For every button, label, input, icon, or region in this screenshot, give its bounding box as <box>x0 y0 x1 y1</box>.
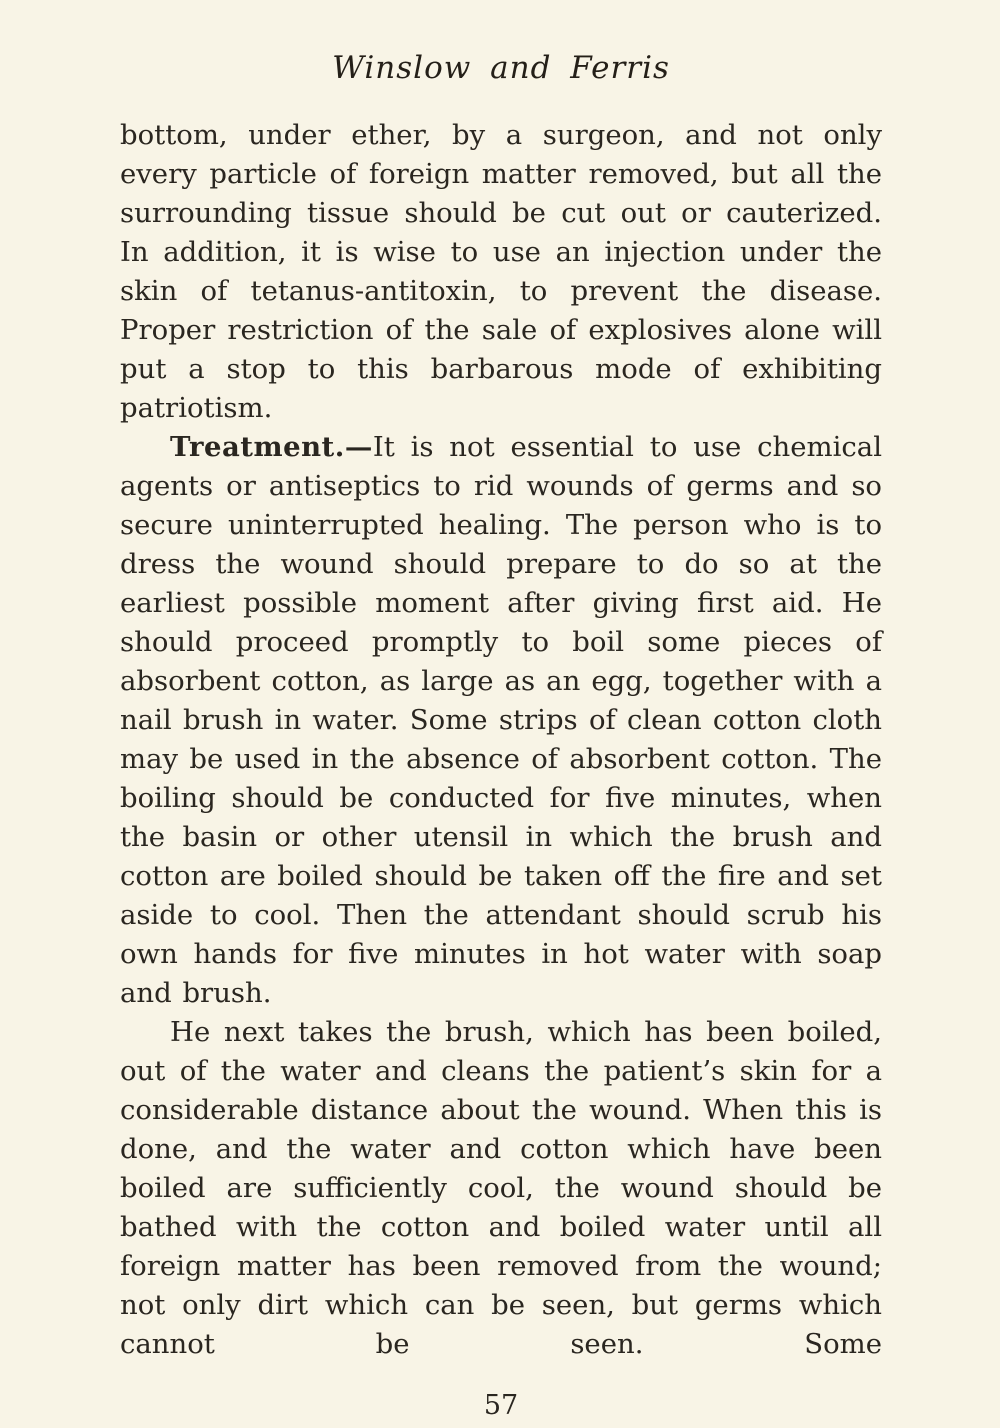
text-block <box>120 116 882 1364</box>
paragraph <box>120 428 882 1013</box>
page-number: 57 <box>483 1390 519 1421</box>
paragraph <box>120 1013 882 1364</box>
treatment-heading: Treatment.— <box>170 431 373 463</box>
paragraph <box>120 116 882 428</box>
running-head: Winslow and Ferris <box>332 50 670 86</box>
paragraph-text: It is not essential to use chemical agents or antiseptics to rid wounds of germs and so secure uninterrupted healing. The person who is to dress the wound should prepare to do so at the earliest possible moment after giving first aid. He should proceed promptly to boil some pieces of absorbent cotton, as large as an egg, together with a nail brush in water. Some strips of clean cotton cloth may be used in the absence of absorbent cotton. The boiling should be conducted for five minutes, when the basin or other utensil in which the brush and cotton are boiled should be taken off the fire and set aside to cool. Then the attendant should scrub his own hands for five minutes in hot water with soap and brush. <box>120 431 882 1009</box>
paragraph-text: bottom, under ether, by a surgeon, and not only every particle of foreign matter removed, but all the surrounding tissue should be cut out or cauterized. In addition, it is wise to use an injection under the skin of tetanus-antitoxin, to prevent the disease. Proper restriction of the sale of explosives alone will put a stop to this barbarous mode of exhibiting patriotism. <box>120 119 882 424</box>
paragraph-text: He next takes the brush, which has been boiled, out of the water and cleans the patient’s skin for a considerable distance about the wound. When this is done, and the water and cotton which have been boiled are sufficiently cool, the wound should be bathed with the cotton and boiled water until all foreign matter has been removed from the wound; not only dirt which can be seen, but germs which cannot be seen. Some <box>120 1016 882 1360</box>
